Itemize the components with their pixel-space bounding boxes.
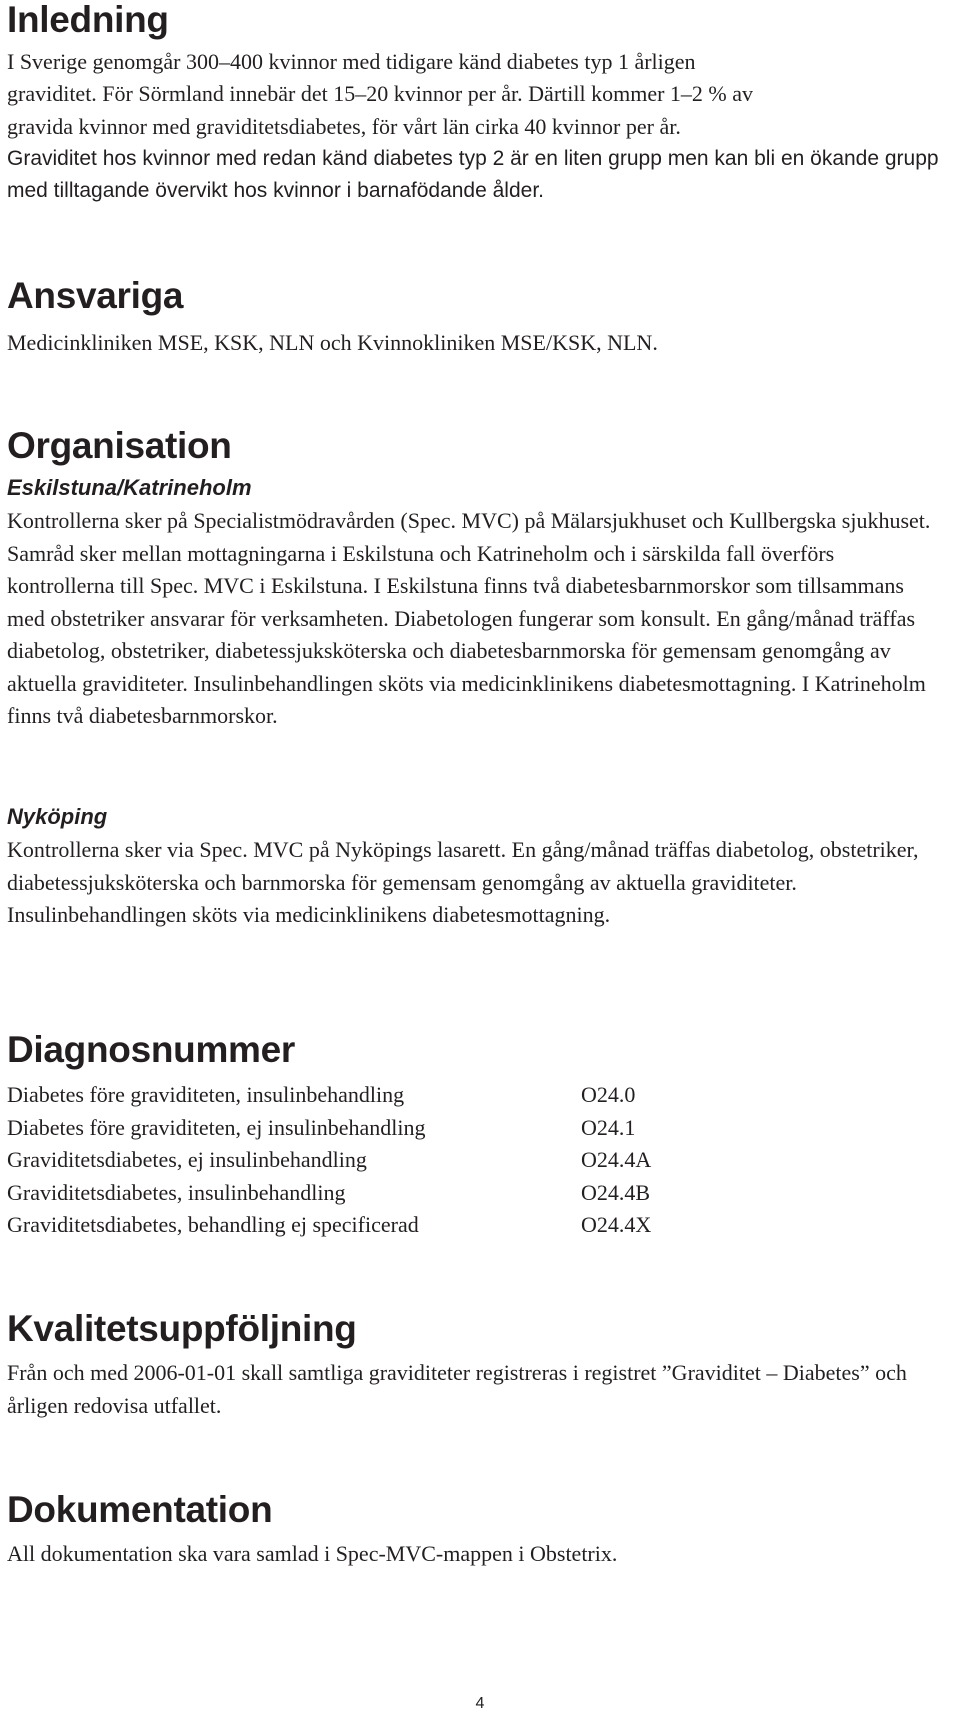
table-row: [7, 1177, 651, 1210]
dokumentation-heading: Dokumentation: [7, 1489, 273, 1530]
diagnosis-code: O24.4A: [581, 1147, 652, 1172]
eskilstuna-text: Kontrollerna sker på Specialistmödravården (Spec. MVC) på Mälarsjukhuset och Kullbergska sjukhuset. Samråd sker mellan mottagningarna i Eskilstuna och Katrineholm och i särskilda fall överförs kontrollerna till Spec. MVC i Eskilstuna. I Eskilstuna finns två diabetesbarnmorskor som tillsammans med obstetriker ansvarar för verksamheten. Diabetologen fungerar som konsult. En gång/månad träffas diabetolog, obstetriker, diabetessjuksköterska och diabetesbarnmorska för gemensam genomgång av aktuella graviditeter. Insulinbehandlingen sköts via medicinklinikens diabetesmottagning. I Katrineholm finns två diabetesbarnmorskor.: [7, 508, 931, 728]
diagnosis-label: Graviditetsdiabetes, ej insulinbehandling: [7, 1147, 367, 1172]
diagnosis-code: O24.4B: [581, 1179, 651, 1205]
diagnosis-label: Graviditetsdiabetes, behandling ej specificerad: [7, 1212, 419, 1237]
diagnosis-label: Graviditetsdiabetes, insulinbehandling: [7, 1179, 346, 1205]
nykoping-text: Kontrollerna sker via Spec. MVC på Nyköpings lasarett. En gång/månad träffas diabetolog, obstetriker, diabetessjuksköterska och barnmorska för gemensam genomgång av aktuella graviditeter. Insulinbehandlingen sköts via medicinklinikens diabetesmottagning.: [7, 837, 919, 927]
inledning-line-4: Graviditet hos kvinnor med redan känd diabetes typ 2 är en liten grupp men kan bli en ökande grupp med tilltagande övervikt hos kvinnor i barnafödande ålder.: [7, 147, 939, 202]
diagnosis-label: Diabetes före graviditeten, insulinbehandling: [7, 1082, 405, 1107]
inledning-line-1: I Sverige genomgår 300–400 kvinnor med tidigare känd diabetes typ 1 årligen: [7, 49, 696, 74]
organisation-heading: Organisation: [7, 425, 232, 466]
inledning-line-2: graviditet. För Sörmland innebär det 15–20 kvinnor per år. Därtill kommer 1–2 % av: [7, 81, 754, 106]
page-number: 4: [475, 1695, 485, 1712]
table-row: [7, 1144, 651, 1177]
inledning-line-3: gravida kvinnor med graviditetsdiabetes, för vårt län cirka 40 kvinnor per år.: [7, 114, 681, 139]
nykoping-subheading: Nyköping: [7, 804, 108, 829]
kvalitetsuppfoljning-text: Från och med 2006-01-01 skall samtliga graviditeter registreras i registret ”Graviditet – Diabetes” och årligen redovisa utfallet.: [7, 1360, 907, 1418]
table-row: [7, 1112, 651, 1145]
eskilstuna-subheading: Eskilstuna/Katrineholm: [7, 475, 252, 500]
diagnosnummer-heading: Diagnosnummer: [7, 1029, 296, 1070]
table-row: [7, 1079, 651, 1112]
ansvariga-heading: Ansvariga: [7, 275, 184, 316]
inledning-heading: Inledning: [7, 0, 169, 40]
ansvariga-text: Medicinkliniken MSE, KSK, NLN och Kvinnokliniken MSE/KSK, NLN.: [7, 330, 658, 355]
diagnosis-code: O24.1: [581, 1114, 636, 1140]
kvalitetsuppfoljning-heading: Kvalitetsuppföljning: [7, 1308, 357, 1349]
dokumentation-text: All dokumentation ska vara samlad i Spec-MVC-mappen i Obstetrix.: [7, 1541, 618, 1566]
diagnosis-code-table: [7, 1079, 651, 1242]
diagnosis-code: O24.0: [581, 1082, 636, 1107]
diagnosis-label: Diabetes före graviditeten, ej insulinbehandling: [7, 1114, 426, 1140]
table-row: [7, 1209, 651, 1242]
diagnosis-code: O24.4X: [581, 1212, 652, 1237]
